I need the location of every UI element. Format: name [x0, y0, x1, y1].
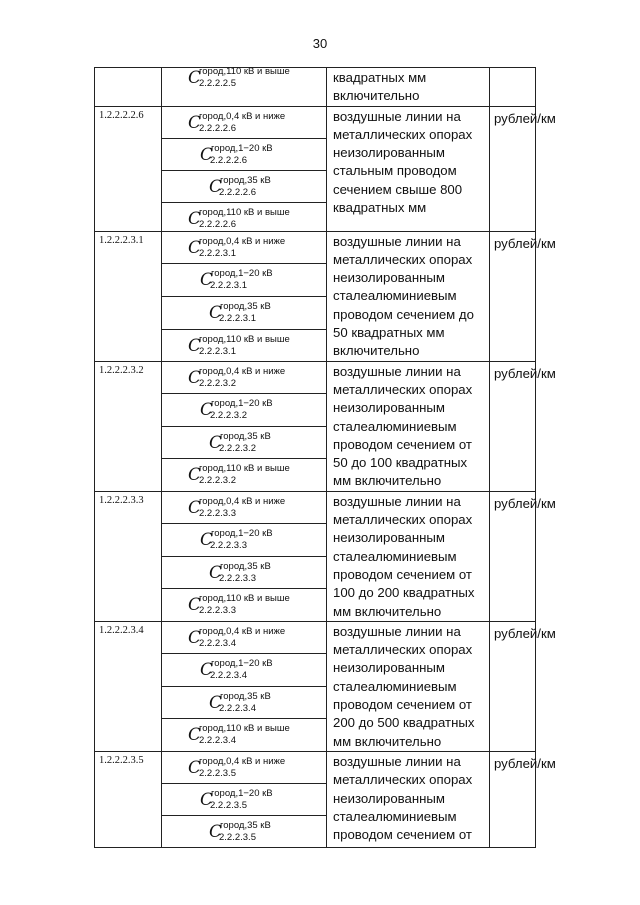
description-line: металлических опорах	[333, 772, 473, 788]
formula-subscript: 2.2.2.3.1	[199, 247, 236, 259]
description-line: воздушные линии на	[333, 753, 461, 769]
formula-superscript: город,0,4 кВ и ниже	[199, 755, 286, 767]
formula-subscript: 2.2.2.3.2	[199, 377, 236, 389]
formula-subscript: 2.2.2.3.3	[219, 572, 256, 584]
description-line: проводом сечением до	[333, 306, 474, 322]
description-line: металлических опорах	[333, 251, 473, 267]
formula-superscript: город,35 кВ	[220, 430, 271, 442]
formula-cell	[162, 361, 327, 394]
table-row	[95, 621, 536, 654]
formula-cell	[162, 231, 327, 263]
table-row	[95, 361, 536, 394]
description-line: неизолированным	[333, 145, 445, 161]
formula-symbol: C	[188, 627, 202, 648]
page-number: 30	[312, 36, 328, 51]
description-line: мм включительно	[333, 473, 442, 489]
formula-cell	[162, 106, 327, 138]
line-description	[327, 491, 490, 621]
formula-cell	[162, 263, 327, 296]
formula-symbol: C	[188, 68, 202, 88]
formula-subscript: 2.2.2.3.3	[210, 540, 247, 552]
formula-subscript: 2.2.2.2.6	[199, 122, 236, 134]
formula-subscript: 2.2.2.2.6	[219, 186, 256, 198]
code-cell	[95, 68, 162, 107]
formula-superscript: город,1−20 кВ	[211, 528, 273, 540]
description-line: 100 до 200 квадратных	[333, 585, 475, 601]
formula-symbol: C	[209, 302, 223, 323]
formula-cell	[162, 202, 327, 231]
formula-cell	[162, 783, 327, 815]
formula-cell	[162, 329, 327, 361]
description-line: включительно	[333, 88, 420, 104]
formula-subscript: 2.2.2.2.6	[199, 218, 236, 230]
formula-cell	[162, 751, 327, 783]
formula-symbol: C	[188, 335, 202, 356]
unit-cell	[490, 68, 536, 107]
description-line: сталеалюминиевым	[333, 418, 457, 434]
formula-superscript: город,35 кВ	[220, 819, 271, 831]
description-line: сечением свыше 800	[333, 181, 463, 197]
formula-symbol: C	[209, 821, 223, 842]
formula-cell	[162, 719, 327, 752]
description-line: сталеалюминиевым	[333, 678, 457, 694]
formula-symbol: C	[188, 595, 202, 616]
formula-cell	[162, 394, 327, 427]
unit-cell: рублей/км	[490, 106, 536, 231]
formula-superscript: город,0,4 кВ и ниже	[199, 495, 286, 507]
formula-subscript: 2.2.2.3.4	[210, 670, 247, 682]
formula-subscript: 2.2.2.3.5	[199, 767, 236, 779]
formula-superscript: город,0,4 кВ и ниже	[199, 235, 286, 247]
line-description	[327, 68, 490, 107]
description-line: неизолированным	[333, 660, 445, 676]
formula-symbol: C	[200, 269, 214, 290]
formula-superscript: город,1−20 кВ	[211, 787, 273, 799]
formula-symbol: C	[188, 757, 202, 778]
item-code: 1.2.2.2.3.3	[95, 491, 162, 621]
description-line: неизолированным	[333, 530, 445, 546]
description-line: мм включительно	[333, 603, 442, 619]
formula-superscript: город,110 кВ и выше	[199, 66, 290, 77]
formula-superscript: город,1−20 кВ	[211, 398, 273, 410]
formula-subscript: 2.2.2.3.5	[210, 799, 247, 811]
description-line: проводом сечением от	[333, 827, 472, 843]
description-line: металлических опорах	[333, 126, 473, 142]
description-line: неизолированным	[333, 790, 445, 806]
formula-subscript: 2.2.2.3.5	[219, 831, 256, 843]
formula-cell	[162, 815, 327, 847]
table-row	[95, 68, 536, 107]
formula-subscript: 2.2.2.3.3	[199, 507, 236, 519]
description-line: металлических опорах	[333, 512, 473, 528]
description-line: воздушные линии на	[333, 233, 461, 249]
description-line: проводом сечением от	[333, 566, 472, 582]
formula-cell	[162, 589, 327, 622]
formula-symbol: C	[188, 465, 202, 486]
formula-superscript: город,0,4 кВ и ниже	[199, 365, 286, 377]
formula-superscript: город,1−20 кВ	[211, 142, 273, 154]
description-line: неизолированным	[333, 400, 445, 416]
unit-cell: рублей/км	[490, 751, 536, 847]
formula-cell	[162, 524, 327, 557]
unit-cell: рублей/км	[490, 491, 536, 621]
item-code: 1.2.2.2.3.4	[95, 621, 162, 751]
line-description	[327, 231, 490, 361]
formula-cell	[162, 556, 327, 589]
formula-symbol: C	[209, 432, 223, 453]
formula-cell	[162, 426, 327, 459]
formula-superscript: город,110 кВ и выше	[199, 723, 290, 735]
description-line: 50 до 100 квадратных	[333, 455, 468, 471]
formula-cell	[162, 621, 327, 654]
description-line: квадратных мм	[333, 200, 427, 216]
line-description	[327, 106, 490, 231]
unit-cell: рублей/км	[490, 231, 536, 361]
formula-symbol: C	[188, 497, 202, 518]
description-line: квадратных мм	[333, 70, 427, 85]
description-line: стальным проводом	[333, 163, 457, 179]
formula-symbol: C	[188, 112, 202, 133]
formula-symbol: C	[188, 367, 202, 388]
table-row	[95, 751, 536, 783]
formula-superscript: город,0,4 кВ и ниже	[199, 110, 286, 122]
formula-superscript: город,110 кВ и выше	[199, 206, 290, 218]
description-line: включительно	[333, 343, 420, 359]
formula-cell	[162, 296, 327, 329]
formula-subscript: 2.2.2.3.1	[219, 312, 256, 324]
description-line: сталеалюминиевым	[333, 288, 457, 304]
formula-subscript: 2.2.2.2.5	[199, 78, 236, 89]
formula-symbol: C	[209, 562, 223, 583]
formula-superscript: город,1−20 кВ	[211, 267, 273, 279]
item-code: 1.2.2.2.3.2	[95, 361, 162, 491]
description-line: сталеалюминиевым	[333, 548, 457, 564]
formula-superscript: город,1−20 кВ	[211, 658, 273, 670]
formula-superscript: город,35 кВ	[220, 300, 271, 312]
formula-subscript: 2.2.2.3.2	[210, 410, 247, 422]
description-line: воздушные линии на	[333, 493, 461, 509]
description-line: проводом сечением от	[333, 697, 472, 713]
formula-superscript: город,35 кВ	[220, 174, 271, 186]
formula-cell	[162, 491, 327, 524]
formula-cell	[162, 138, 327, 170]
description-line: металлических опорах	[333, 381, 473, 397]
description-line: сталеалюминиевым	[333, 808, 457, 824]
formula-symbol: C	[200, 789, 214, 810]
formula-cell	[162, 654, 327, 687]
formula-subscript: 2.2.2.3.4	[199, 735, 236, 747]
formula-subscript: 2.2.2.2.6	[210, 154, 247, 166]
description-line: 200 до 500 квадратных	[333, 715, 475, 731]
formula-symbol: C	[188, 208, 202, 229]
formula-cell	[162, 459, 327, 492]
formula-superscript: город,110 кВ и выше	[199, 333, 290, 345]
formula-superscript: город,110 кВ и выше	[199, 463, 290, 475]
description-line: мм включительно	[333, 733, 442, 749]
tariff-table	[94, 66, 556, 848]
formula-subscript: 2.2.2.3.2	[219, 442, 256, 454]
formula-subscript: 2.2.2.3.1	[210, 279, 247, 291]
unit-cell: рублей/км	[490, 621, 536, 751]
line-description	[327, 361, 490, 491]
formula-symbol: C	[200, 530, 214, 551]
formula-subscript: 2.2.2.3.4	[219, 702, 256, 714]
description-line: 50 квадратных мм	[333, 325, 445, 341]
formula-superscript: город,35 кВ	[220, 560, 271, 572]
item-code: 1.2.2.2.3.5	[95, 751, 162, 847]
formula-symbol: C	[209, 692, 223, 713]
description-line: воздушные линии на	[333, 108, 461, 124]
formula-symbol: C	[200, 144, 214, 165]
table-row	[95, 231, 536, 263]
formula-subscript: 2.2.2.3.4	[199, 637, 236, 649]
formula-superscript: город,0,4 кВ и ниже	[199, 625, 286, 637]
formula-cell	[162, 68, 327, 107]
table-row	[95, 491, 536, 524]
unit-cell: рублей/км	[490, 361, 536, 491]
formula-symbol: C	[188, 725, 202, 746]
table-row	[95, 106, 536, 138]
formula-subscript: 2.2.2.3.1	[199, 345, 236, 357]
formula-symbol: C	[200, 400, 214, 421]
formula-symbol: C	[188, 237, 202, 258]
description-line: неизолированным	[333, 270, 445, 286]
item-code: 1.2.2.2.3.1	[95, 231, 162, 361]
description-line: воздушные линии на	[333, 363, 461, 379]
formula-symbol: C	[209, 176, 223, 197]
formula-superscript: город,35 кВ	[220, 690, 271, 702]
line-description	[327, 621, 490, 751]
formula-subscript: 2.2.2.3.2	[199, 475, 236, 487]
formula-cell	[162, 686, 327, 719]
description-line: металлических опорах	[333, 642, 473, 658]
formula-symbol: C	[200, 660, 214, 681]
description-line: проводом сечением от	[333, 436, 472, 452]
line-description	[327, 751, 490, 847]
item-code: 1.2.2.2.2.6	[95, 106, 162, 231]
formula-superscript: город,110 кВ и выше	[199, 593, 290, 605]
description-line: воздушные линии на	[333, 623, 461, 639]
formula-subscript: 2.2.2.3.3	[199, 605, 236, 617]
formula-cell	[162, 170, 327, 202]
